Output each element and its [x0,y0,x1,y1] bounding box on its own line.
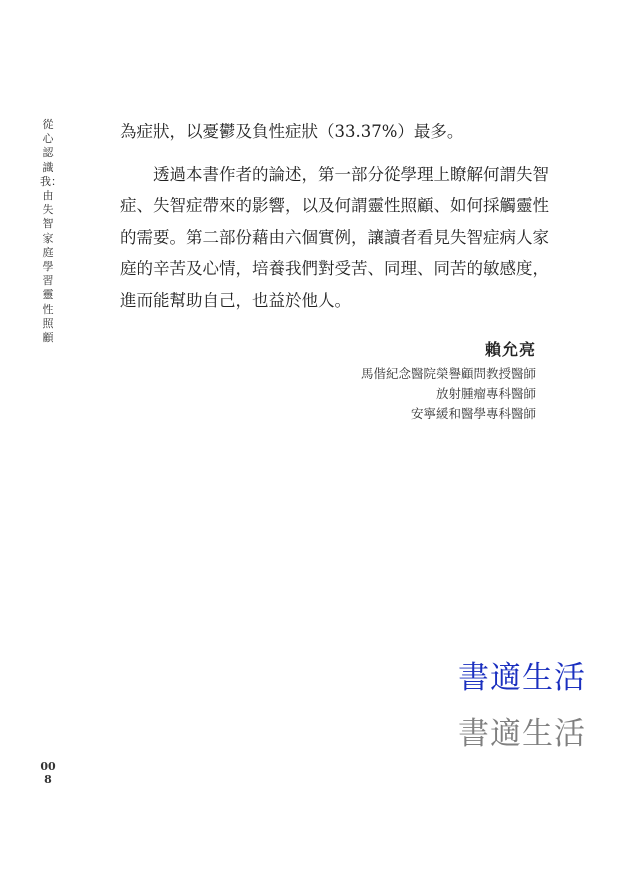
page-number: 008 [40,760,56,786]
body-text [120,116,560,316]
publisher-watermark-gray: 書適生活 [458,716,586,752]
author-name: 賴允亮 [484,340,536,359]
author-title-2: 放射腫瘤專科醫師 [435,386,536,401]
paragraph-2: 透過本書作者的論述，第一部分從學理上瞭解何謂失智症、失智症帶來的影響，以及何謂靈性照顧、如何採觸靈性的需要。第二部份藉由六個實例，讓讀者看見失智症病人家庭的辛苦及心情，培養我們對受苦、同理、同苦的敏感度，進而能幫助自己，也益於他人。 [120,164,549,310]
paragraph-1: 為症狀，以憂鬱及負性症狀（33.37%）最多。 [120,122,464,141]
author-title-1: 馬偕紀念醫院榮譽顧問教授醫師 [360,366,536,381]
publisher-watermark-blue: 書適生活 [458,660,586,696]
signature-block [361,336,536,424]
book-title-vertical: 從心認識我：由失智家庭學習靈性照顧 [40,118,62,345]
author-title-3: 安寧緩和醫學專科醫師 [410,406,536,421]
